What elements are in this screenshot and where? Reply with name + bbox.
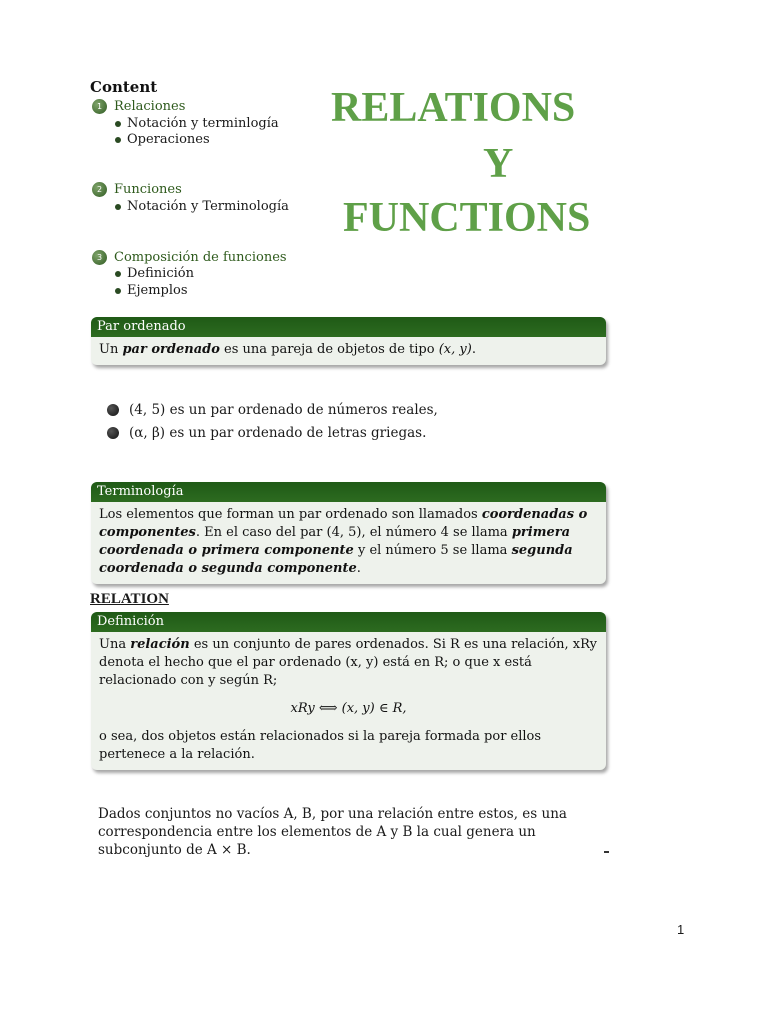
par-ordenado-box [91,317,606,365]
text: Los elementos que forman un par ordenado son llamados [99,507,482,522]
toc-item-label: Notación y Terminología [127,199,289,214]
box-body [91,502,606,584]
text: y el número 5 se llama [353,543,512,558]
emphasis: par ordenado [122,342,220,357]
toc-item-notacion[interactable] [115,116,279,131]
text: Una [99,637,131,652]
bullet-icon [115,288,121,294]
box-body [91,632,606,770]
title-line-y: Y [483,141,514,187]
formula: xRy ⟺ (x, y) ∈ R, [290,701,407,716]
dados-paragraph: Dados conjuntos no vacíos A, B, por una relación entre estos, es una correspondencia entre los elementos de A y B la cual genera un subconjunto de A × B. [98,806,567,858]
page-number: 1 [677,922,685,937]
toc-section-label: Composición de funciones [114,250,287,265]
toc-section-composicion[interactable] [92,250,287,265]
definition-text [99,636,598,690]
bullet-icon [115,204,121,210]
toc-section-relaciones[interactable] [92,99,185,114]
terminologia-box [91,482,606,584]
section-number-badge: 3 [92,250,107,265]
box-header: Terminología [91,482,606,502]
text: . En el caso del par (4, 5), el número 4 se llama [195,525,512,540]
bullet-icon [115,137,121,143]
section-number-badge: 1 [92,99,107,114]
toc-section-label: Relaciones [114,99,186,114]
bullet-icon [115,121,121,127]
definition-conclusion: o sea, dos objetos están relacionados si la pareja formada por ellos pertenece a la relación. [99,729,542,762]
title-line-relations: RELATIONS [331,85,576,131]
toc-item-definicion[interactable] [115,266,194,281]
toc-item-operaciones[interactable] [115,132,210,147]
text: es una pareja de objetos de tipo [219,342,439,357]
relation-heading: RELATION [90,591,169,607]
text: . [471,342,476,357]
toc-item-notacion-funciones[interactable] [115,199,289,214]
toc-item-label: Operaciones [127,132,210,147]
bullet-ball-icon [107,427,119,439]
text: Un [99,342,123,357]
emphasis: primera coordenada o primera componente [99,525,571,558]
toc-title: Content [90,78,158,96]
toc-section-label: Funciones [114,182,182,197]
definicion-box [91,612,606,770]
box-header: Par ordenado [91,317,606,337]
toc-item-label: Notación y terminlogía [127,116,279,131]
stray-mark [604,851,609,853]
text: es un conjunto de pares ordenados. Si R es una relación, xRy denota el hecho que el par ordenado (x, y) está en R; o que x está relacionado con y según R; [99,637,598,688]
math: (x, y) [438,342,472,357]
box-body [91,337,606,365]
toc-item-label: Ejemplos [127,283,188,298]
text: . [356,561,361,576]
emphasis: coordenadas o componentes [99,507,588,540]
example-item [107,425,426,441]
emphasis: relación [130,637,190,652]
bullet-ball-icon [107,404,119,416]
example-text: (4, 5) es un par ordenado de números reales, [129,402,438,418]
bullet-icon [115,271,121,277]
emphasis: segunda coordenada o segunda componente [99,543,573,576]
example-item [107,402,438,418]
toc-item-label: Definición [127,266,194,281]
example-text: (α, β) es un par ordenado de letras griegas. [129,425,427,441]
toc-section-funciones[interactable] [92,182,182,197]
toc-item-ejemplos[interactable] [115,283,188,298]
title-line-functions: FUNCTIONS [343,195,591,241]
box-header: Definición [91,612,606,632]
section-number-badge: 2 [92,182,107,197]
